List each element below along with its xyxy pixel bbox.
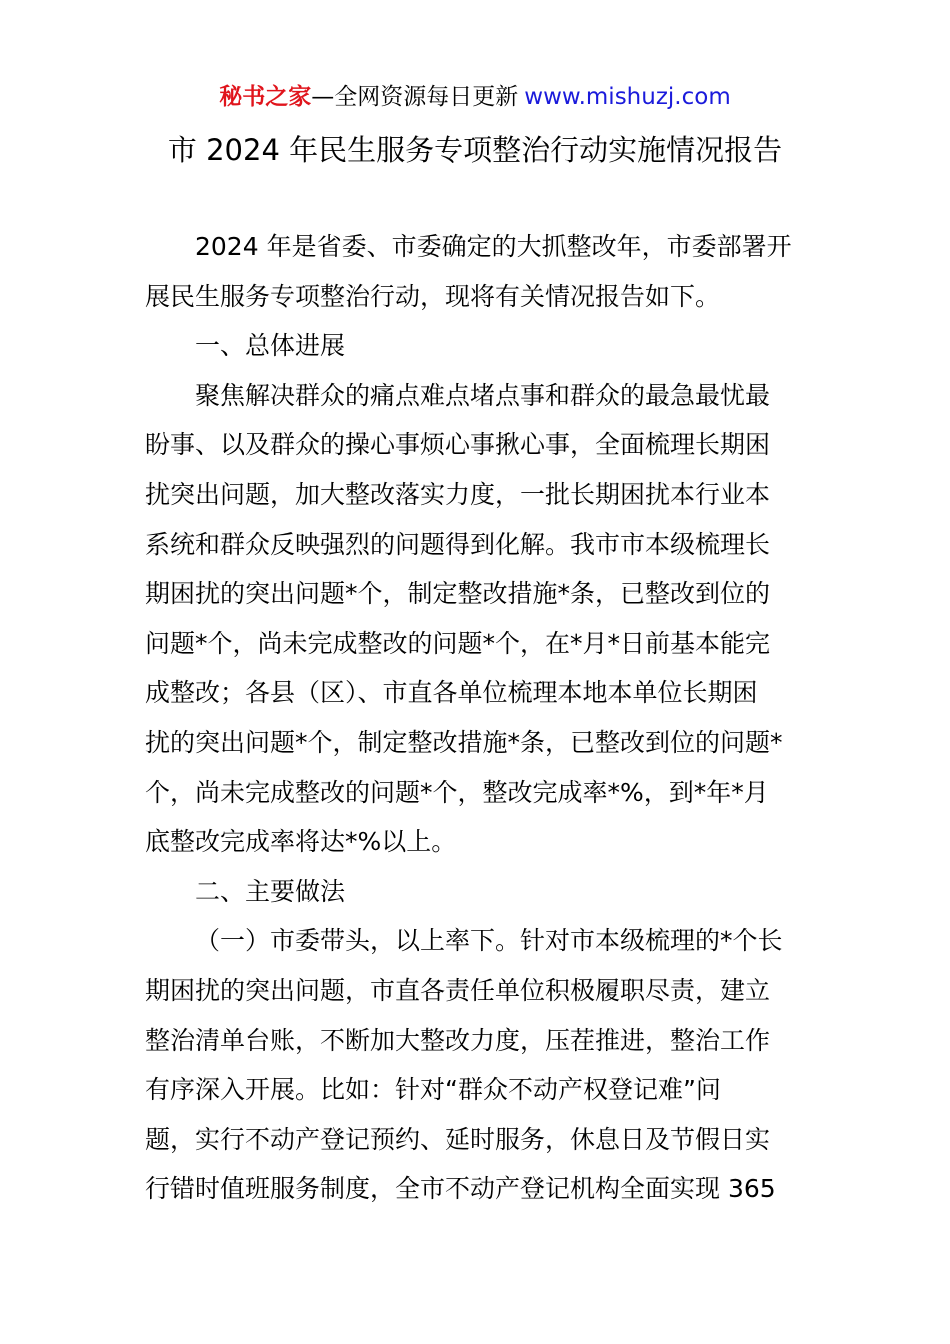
paragraph-line: 底整改完成率将达*%以上。: [145, 827, 457, 857]
paragraph-line: 整治清单台账，不断加大整改力度，压茬推进，整治工作: [145, 1025, 771, 1055]
paragraph-line: 2024 年是省委、市委确定的大抓整改年，市委部署开: [195, 232, 792, 261]
document-title: 市 2024 年民生服务专项整治行动实施情况报告: [167, 133, 783, 167]
paragraph-line: 展民生服务专项整治行动，现将有关情况报告如下。: [145, 281, 721, 311]
paragraph-line: 期困扰的突出问题*个，制定整改措施*条，已整改到位的: [145, 579, 771, 609]
paragraph-line: 盼事、以及群众的操心事烦心事揪心事，全面梳理长期困: [145, 430, 771, 460]
paragraph-line: 题，实行不动产登记预约、延时服务，休息日及节假日实: [145, 1124, 771, 1154]
paragraph-line: 问题*个，尚未完成整改的问题*个，在*月*日前基本能完: [145, 628, 771, 658]
header-tagline: —全网资源每日更新: [311, 84, 519, 110]
section-heading: 二、主要做法: [195, 876, 346, 906]
paragraph-line: 成整改；各县（区）、市直各单位梳理本地本单位长期困: [145, 678, 758, 708]
paragraph-line: 扰突出问题，加大整改落实力度，一批长期困扰本行业本: [145, 479, 771, 509]
site-header: [0, 80, 950, 114]
paragraph-line: 系统和群众反映强烈的问题得到化解。我市市本级梳理长: [145, 529, 771, 559]
section-heading: 一、总体进展: [195, 331, 346, 361]
document-body: [145, 222, 809, 1214]
site-url-link[interactable]: www.mishuzj.com: [524, 84, 731, 110]
paragraph-line: 扰的突出问题*个，制定整改措施*条，已整改到位的问题*: [145, 727, 783, 757]
paragraph-line: 个，尚未完成整改的问题*个，整改完成率*%，到*年*月: [145, 777, 769, 807]
paragraph-line: 行错时值班服务制度，全市不动产登记机构全面实现 365: [145, 1174, 776, 1204]
paragraph-line: 聚焦解决群众的痛点难点堵点事和群众的最急最忧最: [195, 380, 771, 410]
paragraph-line: 有序深入开展。比如：针对“群众不动产权登记难”问: [145, 1075, 721, 1105]
brand-name: 秘书之家: [219, 84, 312, 110]
paragraph-line: 期困扰的突出问题，市直各责任单位积极履职尽责，建立: [145, 975, 771, 1005]
paragraph-line: （一）市委带头，以上率下。针对市本级梳理的*个长: [195, 926, 783, 956]
